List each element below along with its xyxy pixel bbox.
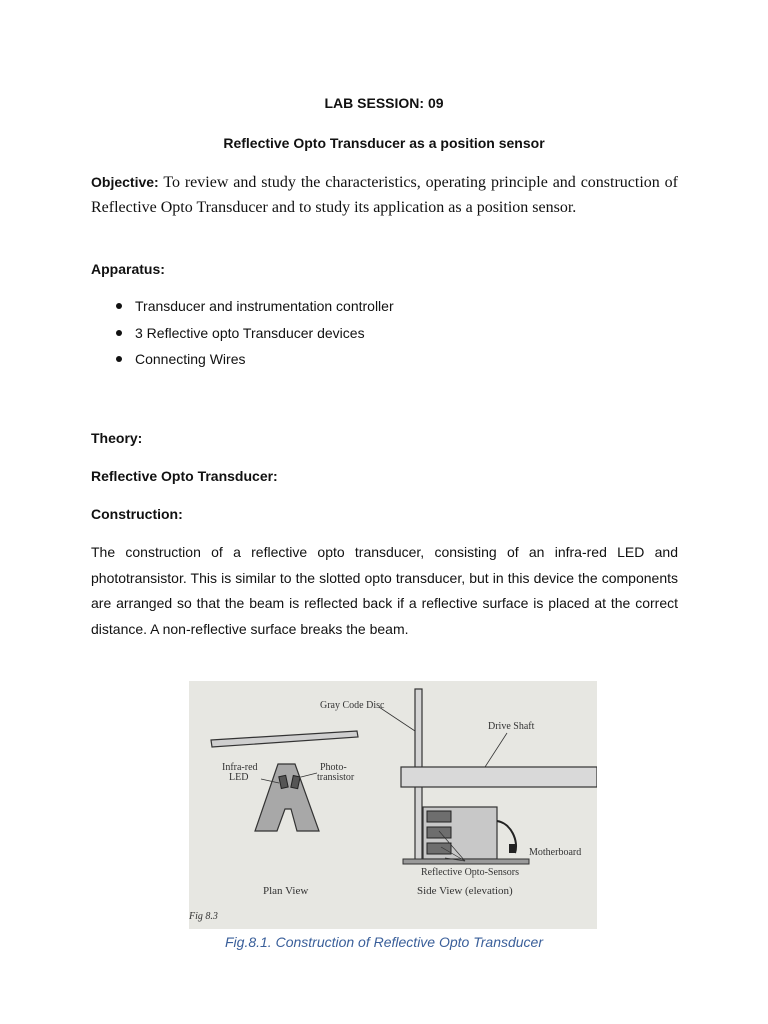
- list-item: Transducer and instrumentation controller: [91, 296, 394, 323]
- figure-diagram: [189, 681, 597, 929]
- bullet-icon: [116, 303, 122, 309]
- lab-session-title: LAB SESSION: 09: [324, 95, 444, 111]
- list-item: Connecting Wires: [91, 349, 394, 376]
- objective-text: To review and study the characteristics, operating principle and construction of Reflective Opto Transducer and to study its application as a position sensor.: [91, 174, 678, 216]
- apparatus-list: [91, 296, 394, 376]
- theory-heading: Theory:: [91, 430, 143, 446]
- objective-paragraph: [91, 170, 678, 220]
- construction-figure: [189, 681, 597, 929]
- list-item: 3 Reflective opto Transducer devices: [91, 323, 394, 350]
- figure-caption: Fig.8.1. Construction of Reflective Opto Transducer: [225, 934, 543, 950]
- label-gray-code-disc: Gray Code Disc: [320, 700, 385, 711]
- label-fig-number: Fig 8.3: [189, 911, 218, 922]
- document-title: Reflective Opto Transducer as a position sensor: [223, 135, 545, 151]
- label-plan-view: Plan View: [263, 885, 309, 897]
- construction-heading: Construction:: [91, 506, 183, 522]
- objective-label: Objective:: [91, 174, 159, 190]
- label-photo: Photo-: [320, 762, 347, 773]
- drive-shaft-shape: [401, 767, 597, 787]
- apparatus-heading: Apparatus:: [91, 261, 165, 277]
- construction-paragraph: The construction of a reflective opto transducer, consisting of an infra-red LED and phototransistor. This is similar to the slotted opto transducer, but in this device the components are arranged so that the beam is reflected back if a reflective surface is placed at the correct distance. A non-reflective surface breaks the beam.: [91, 544, 678, 637]
- label-infra-red: Infra-red: [222, 762, 258, 773]
- label-transistor: transistor: [317, 772, 355, 783]
- label-side-view: Side View (elevation): [417, 885, 513, 897]
- label-reflective-sensors: Reflective Opto-Sensors: [421, 867, 520, 878]
- label-led: LED: [229, 772, 249, 783]
- bullet-icon: [116, 356, 122, 362]
- bullet-icon: [116, 330, 122, 336]
- label-motherboard: Motherboard: [529, 847, 582, 858]
- reflective-opto-heading: Reflective Opto Transducer:: [91, 468, 278, 484]
- label-drive-shaft: Drive Shaft: [488, 721, 535, 732]
